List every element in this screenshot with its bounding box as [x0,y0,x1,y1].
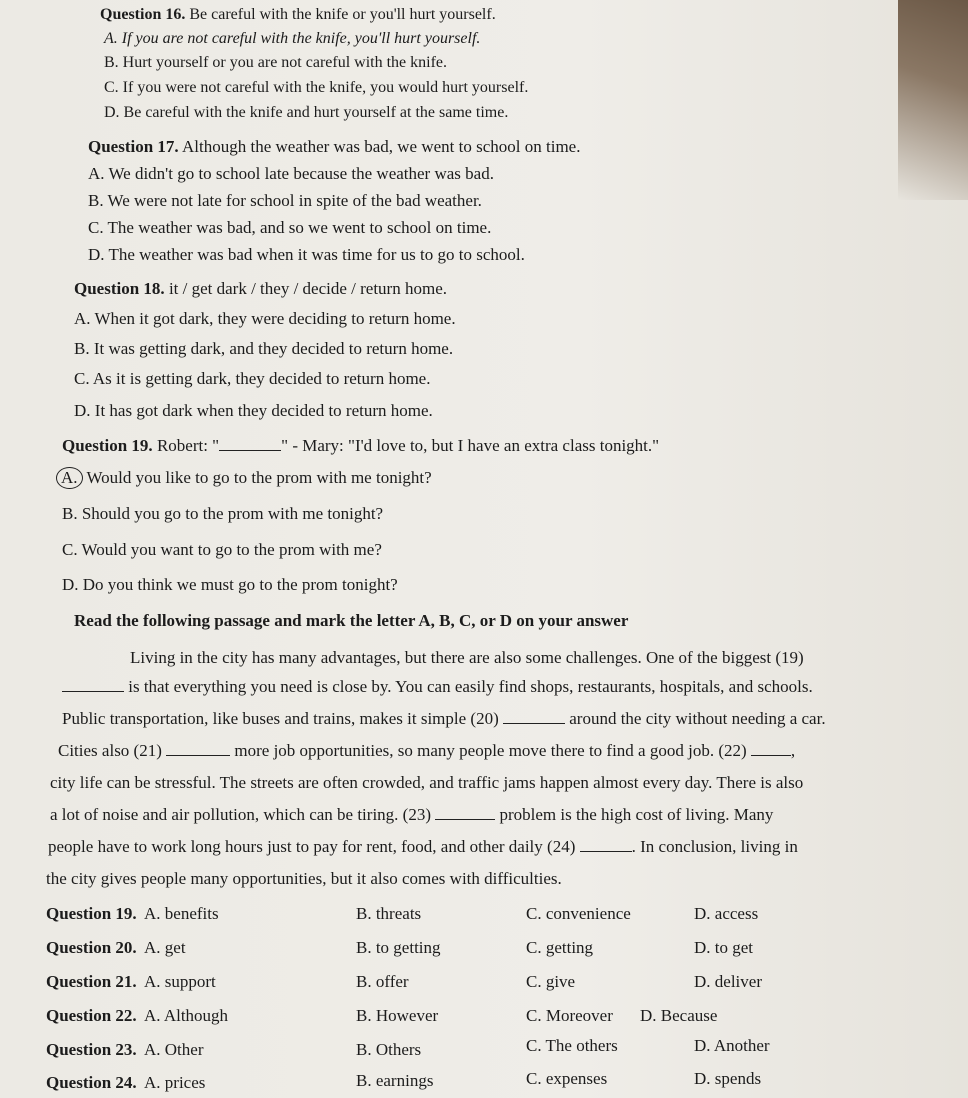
question-17-option-d[interactable]: D. The weather was bad when it was time for us to go to school. [88,245,525,264]
passage-text: Cities also (21) [58,741,167,760]
passage-line-7 [48,837,798,857]
answer-row-label: Question 23. [46,1040,137,1059]
question-16-stem [100,6,496,24]
passage-instruction: Read the following passage and mark the letter A, B, C, or D on your answer [74,611,629,630]
question-18-stem [74,279,447,299]
answer-option-b[interactable]: B. to getting [356,938,441,957]
question-19-option-d[interactable]: D. Do you think we must go to the prom tonight? [62,575,398,594]
passage-text: people have to work long hours just to pay for rent, food, and other daily (24) [48,837,580,856]
question-19-text-b: " - Mary: "I'd love to, but I have an extra class tonight." [281,436,660,455]
passage-line-4 [58,741,795,761]
passage-line-8 [46,869,562,889]
passage-text: is that everything you need is close by. You can easily find shops, restaurants, hospitals, and schools. [128,677,813,696]
question-16-option-d[interactable]: D. Be careful with the knife and hurt yourself at the same time. [104,104,509,121]
question-19-stem [62,436,659,456]
answer-option-b[interactable]: B. threats [356,904,422,923]
answer-option-b[interactable]: B. Others [356,1040,422,1059]
answer-option-d[interactable]: D. access [694,904,759,923]
question-17-label: Question 17. [88,137,179,156]
answer-option-c[interactable]: C. expenses [526,1069,608,1088]
question-16-text: Be careful with the knife or you'll hurt yourself. [189,6,496,23]
question-17-text: Although the weather was bad, we went to school on time. [182,137,581,156]
answer-option-a[interactable]: A. get [144,938,186,957]
question-18-option-a[interactable]: A. When it got dark, they were deciding to return home. [74,309,456,328]
passage-line-5 [50,773,803,793]
answer-row-label: Question 24. [46,1073,137,1092]
question-19-label: Question 19. [62,436,153,455]
question-18-label: Question 18. [74,279,165,298]
question-18-option-c[interactable]: C. As it is getting dark, they decided to return home. [74,369,431,388]
answer-option-c[interactable]: C. Moreover [526,1006,613,1025]
question-19-option-c[interactable]: C. Would you want to go to the prom with me? [62,540,382,559]
circled-answer-mark: A. [56,467,83,489]
answer-option-a[interactable]: A. support [144,972,216,991]
answer-option-a[interactable]: A. prices [144,1073,206,1092]
question-16-label: Question 16. [100,6,186,23]
passage-line-1 [130,648,804,668]
question-17-option-a[interactable]: A. We didn't go to school late because the weather was bad. [88,164,494,183]
answer-blank[interactable] [219,436,281,451]
passage-text: Living in the city has many advantages, but there are also some challenges. One of the biggest (19) [130,648,804,667]
answer-option-b[interactable]: B. offer [356,972,409,991]
question-16-option-c[interactable]: C. If you were not careful with the knife, you would hurt yourself. [104,79,529,96]
answer-option-b[interactable]: B. earnings [356,1071,434,1090]
answer-option-d[interactable]: D. Another [694,1036,770,1055]
question-17-option-c[interactable]: C. The weather was bad, and so we went to school on time. [88,218,492,237]
passage-line-3 [62,709,826,729]
answer-option-c[interactable]: C. give [526,972,576,991]
passage-text: a lot of noise and air pollution, which can be tiring. (23) [50,805,436,824]
answer-option-d[interactable]: D. Because [640,1006,718,1025]
answer-row-label: Question 19. [46,904,137,923]
question-19-option-a[interactable] [62,467,432,489]
answer-option-c[interactable]: C. The others [526,1036,618,1055]
passage-text: , [790,741,796,760]
answer-option-b[interactable]: B. However [356,1006,439,1025]
answer-blank-20[interactable] [503,709,565,724]
answer-option-a[interactable]: A. Although [144,1006,229,1025]
question-18-option-d[interactable]: D. It has got dark when they decided to return home. [74,401,433,420]
passage-text: around the city without needing a car. [564,709,826,728]
answer-option-c[interactable]: C. convenience [526,904,631,923]
question-18-option-b[interactable]: B. It was getting dark, and they decided to return home. [74,339,454,358]
answer-option-a[interactable]: A. Other [144,1040,204,1059]
passage-text: city life can be stressful. The streets are often crowded, and traffic jams happen almost every day. There is also [50,773,804,792]
question-17-option-b[interactable]: B. We were not late for school in spite of the bad weather. [88,191,482,210]
question-18-text: it / get dark / they / decide / return home. [168,279,447,298]
passage-line-6 [50,805,773,825]
answer-option-a[interactable]: A. benefits [144,904,219,923]
answer-option-d[interactable]: D. spends [694,1069,762,1088]
answer-blank-22[interactable] [751,741,791,756]
question-16-option-a[interactable]: A. If you are not careful with the knife, you'll hurt yourself. [104,30,481,47]
answer-row-label: Question 22. [46,1006,137,1025]
question-19-option-b[interactable]: B. Should you go to the prom with me tonight? [62,504,384,523]
answer-row-label: Question 20. [46,938,137,957]
passage-text: more job opportunities, so many people move there to find a good job. (22) [230,741,751,760]
answer-option-c[interactable]: C. getting [526,938,594,957]
passage-line-2 [62,677,813,697]
question-19-text-a: Robert: " [156,436,220,455]
question-17-stem [88,137,580,157]
passage-text: . In conclusion, living in [631,837,798,856]
answer-row-label: Question 21. [46,972,137,991]
answer-blank-23[interactable] [435,805,495,820]
answer-blank-19[interactable] [62,677,124,692]
answer-blank-21[interactable] [166,741,230,756]
passage-text: Public transportation, like buses and trains, makes it simple (20) [62,709,503,728]
answer-option-d[interactable]: D. deliver [694,972,762,991]
question-19-option-a-text: Would you like to go to the prom with me tonight? [86,468,432,487]
answer-option-d[interactable]: D. to get [694,938,754,957]
question-16-option-b[interactable]: B. Hurt yourself or you are not careful with the knife. [104,54,448,71]
passage-text: problem is the high cost of living. Many [495,805,774,824]
answer-blank-24[interactable] [580,837,632,852]
desk-background [898,0,968,200]
passage-text: the city gives people many opportunities, but it also comes with difficulties. [46,869,562,888]
